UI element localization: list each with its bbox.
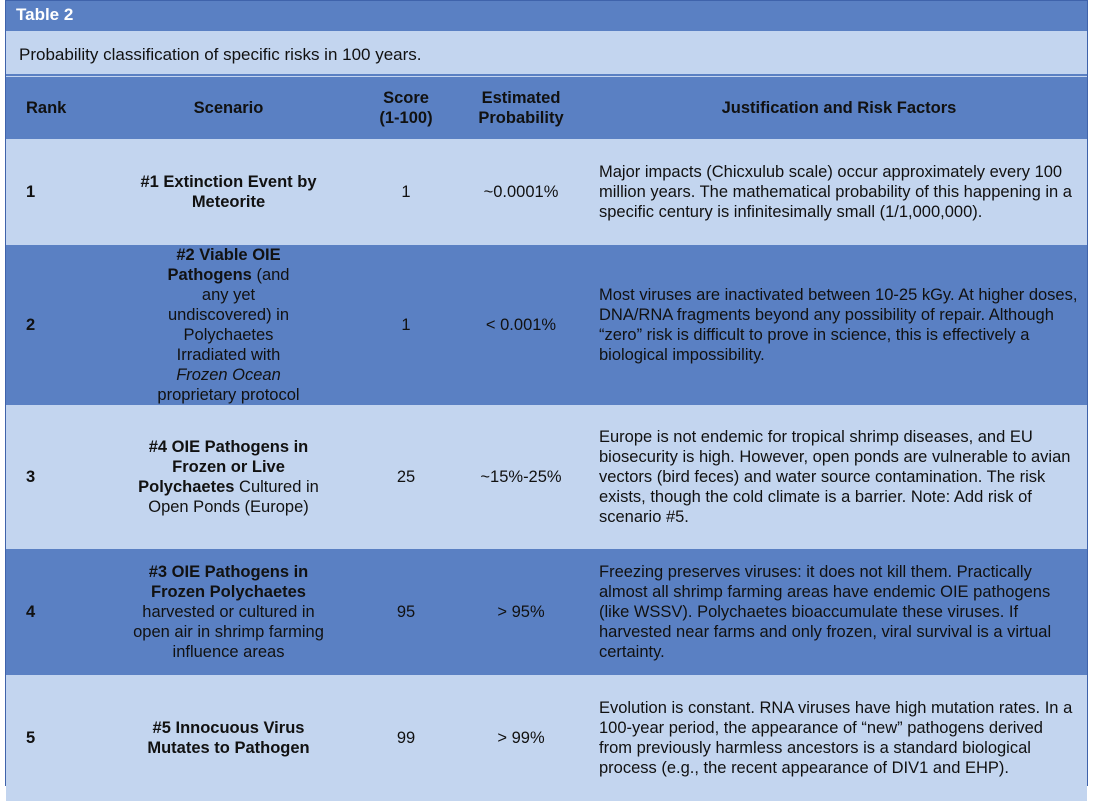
row-rank: 5 <box>26 729 36 747</box>
risk-table-frame <box>5 0 1088 786</box>
row-scenario <box>96 245 361 405</box>
row-rank: 1 <box>26 183 36 201</box>
table-caption: Probability classification of specific risks in 100 years. <box>6 31 1087 76</box>
header-score-line2: (1-100) <box>379 109 433 127</box>
scenario-text: harvested or cultured in open air in shrimp farming influence areas <box>133 603 324 661</box>
row-justification: Major impacts (Chicxulub scale) occur approximately every 100 million years. The mathematical probability of this happening in a specific century is infinitesimally small (1/1,000,000). <box>599 163 1072 221</box>
row-probability: < 0.001% <box>485 316 557 334</box>
row-probability: ~0.0001% <box>483 183 559 201</box>
row-score: 1 <box>401 316 411 334</box>
row-probability: > 99% <box>497 729 545 747</box>
header-justification: Justification and Risk Factors <box>721 99 957 117</box>
row-justification: Freezing preserves viruses: it does not kill them. Practically almost all shrimp farming areas have endemic OIE pathogens (like WSSV). Polychaetes bioaccumulate these viruses. If harvested near farms and only frozen, viral survival is a virtual certainty. <box>599 563 1052 661</box>
scenario-bold: #3 OIE Pathogens in Frozen Polychaetes <box>148 563 309 601</box>
header-probability <box>451 77 591 139</box>
scenario-text-end: proprietary protocol <box>157 386 300 404</box>
table-row <box>6 549 1087 675</box>
row-justification: Europe is not endemic for tropical shrimp diseases, and EU biosecurity is high. However, open ponds are vulnerable to avian vectors (bird feces) and water source contamination. The risk exists, though the cold climate is a barrier. Note: Add risk of scenario #5. <box>599 428 1071 526</box>
risk-table <box>6 77 1087 801</box>
row-score: 1 <box>401 183 411 201</box>
row-score: 99 <box>396 729 416 747</box>
scenario-italic: Frozen Ocean <box>176 366 281 384</box>
row-rank: 3 <box>26 468 36 486</box>
row-rank: 4 <box>26 603 36 621</box>
row-scenario <box>96 549 361 675</box>
scenario-text: Cultured in Open Ponds (Europe) <box>148 478 319 516</box>
table-row <box>6 245 1087 405</box>
header-probability-line1: Estimated <box>481 89 561 107</box>
row-scenario <box>96 139 361 245</box>
scenario-text: (and any yet undiscovered) in Polychaetes Irradiated with <box>167 266 290 364</box>
row-rank: 2 <box>26 316 36 334</box>
row-scenario <box>96 675 361 801</box>
header-score-line1: Score <box>383 89 429 107</box>
row-scenario <box>96 405 361 549</box>
header-scenario: Scenario <box>193 99 264 117</box>
scenario-bold: #5 Innocuous Virus Mutates to Pathogen <box>147 719 310 757</box>
scenario-bold: #1 Extinction Event by Meteorite <box>140 173 317 211</box>
scenario-bold: #4 OIE Pathogens in Frozen or Live Polychaetes <box>138 438 309 496</box>
row-score: 25 <box>396 468 416 486</box>
row-probability: > 95% <box>497 603 545 621</box>
table-row <box>6 405 1087 549</box>
table-label: Table 2 <box>6 1 1087 31</box>
row-score: 95 <box>396 603 416 621</box>
table-row <box>6 139 1087 245</box>
header-rank: Rank <box>26 99 67 117</box>
header-probability-line2: Probability <box>478 109 564 127</box>
scenario-bold: #2 Viable OIE Pathogens <box>167 246 281 284</box>
row-justification: Evolution is constant. RNA viruses have high mutation rates. In a 100-year period, the appearance of “new” pathogens derived from previously harmless ancestors is a standard biological process (e.g., the recent appearance of DIV1 and EHP). <box>599 699 1073 777</box>
header-score <box>361 77 451 139</box>
row-justification: Most viruses are inactivated between 10-25 kGy. At higher doses, DNA/RNA fragments beyond any possibility of repair. Although “zero” risk is difficult to prove in science, this is effectively a biological impossibility. <box>599 286 1078 364</box>
row-probability: ~15%-25% <box>480 468 562 486</box>
table-row <box>6 675 1087 801</box>
table-header-row <box>6 77 1087 139</box>
